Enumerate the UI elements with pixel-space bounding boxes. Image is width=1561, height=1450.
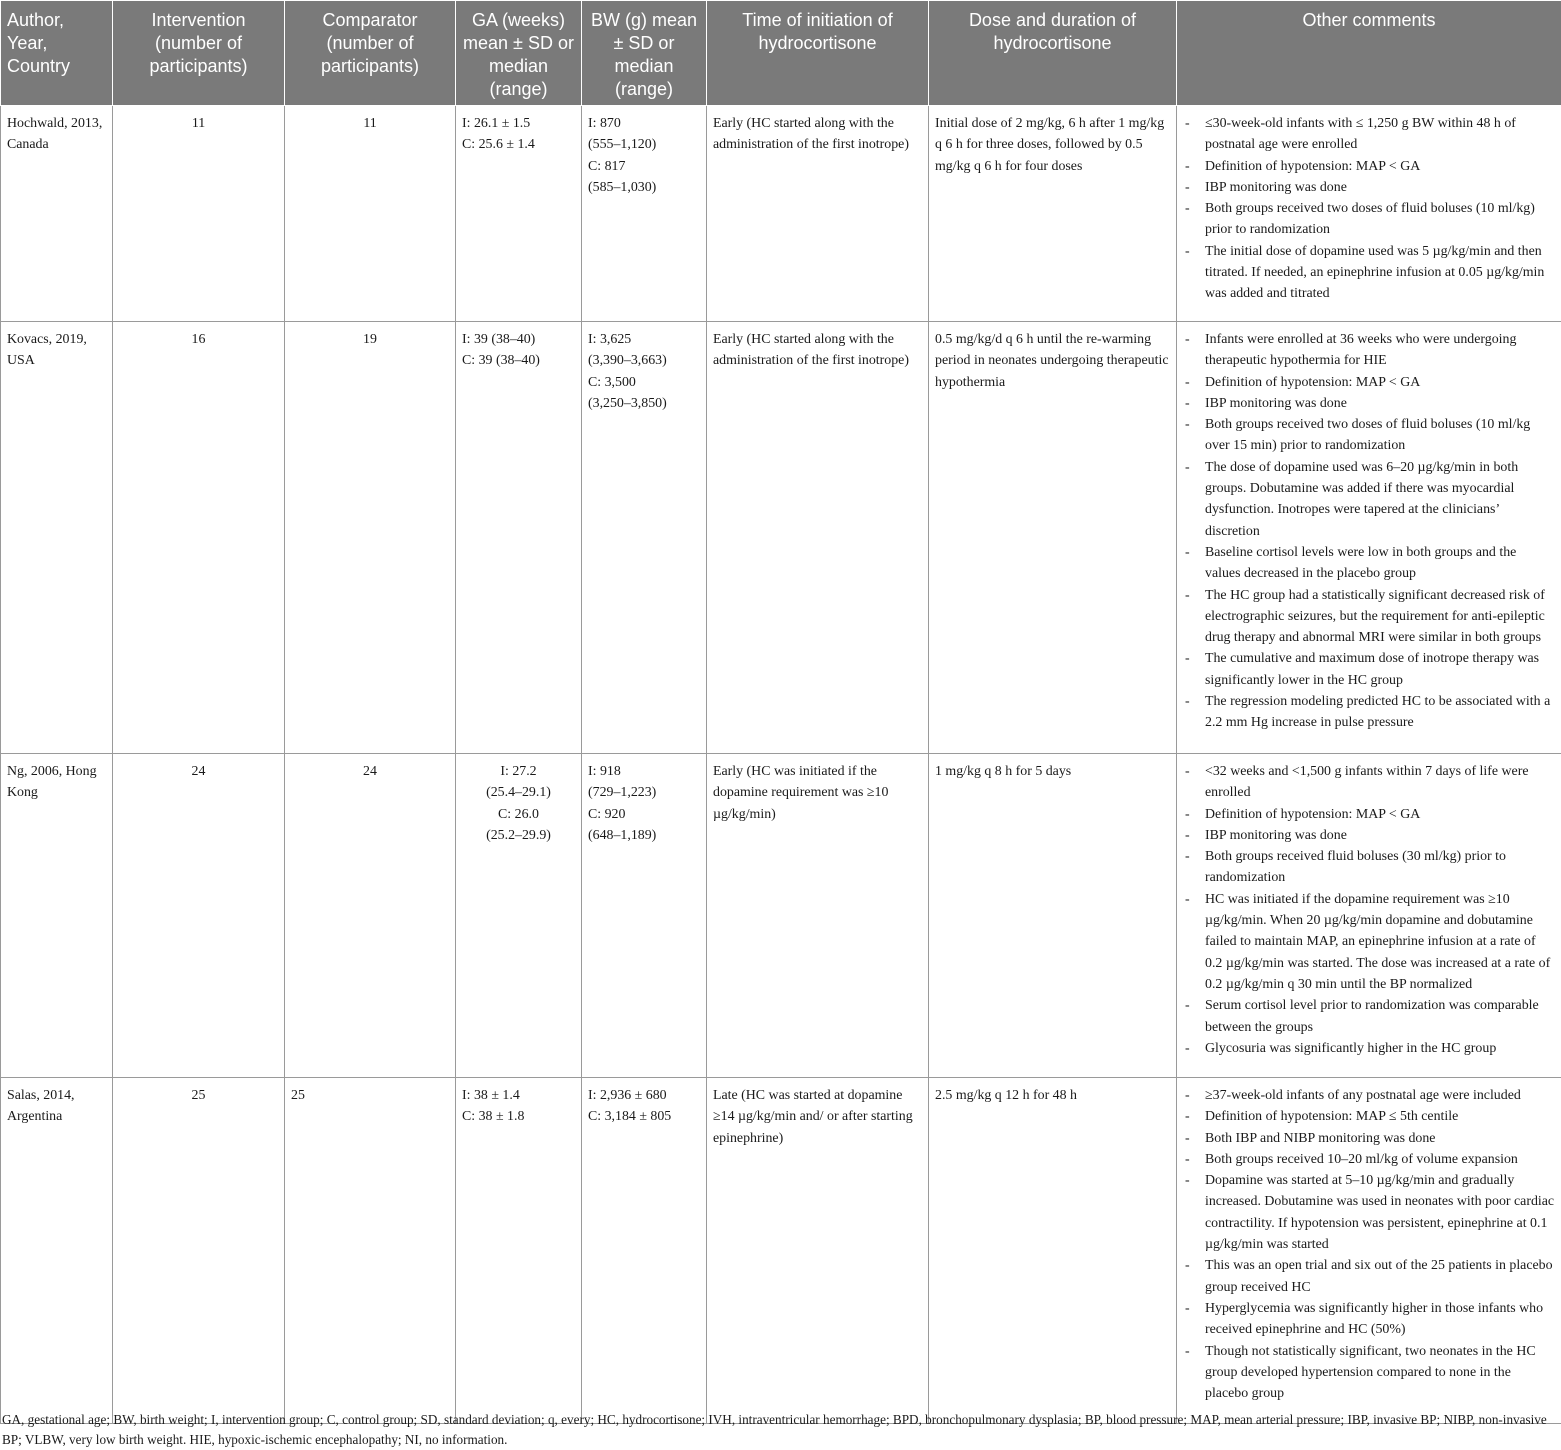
comments-list (1183, 329, 1555, 734)
initiation-cell: Early (HC started along with the administration of the first inotrope) (707, 106, 929, 322)
dose-cell: 1 mg/kg q 8 h for 5 days (929, 754, 1177, 1078)
comment-item: - Glycosuria was significantly higher in the HC group (1183, 1038, 1555, 1059)
initiation-cell: Late (HC was started at dopamine ≥14 µg/kg/min and/ or after starting epinephrine) (707, 1078, 929, 1424)
comment-item: - The initial dose of dopamine used was 5 µg/kg/min and then titrated. If needed, an epinephrine infusion at 0.05 µg/kg/min was added and titrated (1183, 241, 1555, 305)
header-comparator: Comparator (number of participants) (285, 1, 456, 106)
comment-item: - Baseline cortisol levels were low in both groups and the values decreased in the placebo group (1183, 542, 1555, 585)
comment-item: - Both groups received two doses of fluid boluses (10 ml/kg over 15 min) prior to randomization (1183, 414, 1555, 457)
header-bw: BW (g) mean ± SD or median (range) (582, 1, 707, 106)
comment-item: - Definition of hypotension: MAP ≤ 5th centile (1183, 1106, 1555, 1127)
study-cell: Salas, 2014, Argentina (1, 1078, 113, 1424)
comment-item: - Dopamine was started at 5–10 µg/kg/min and gradually increased. Dobutamine was used in neonates with poor cardiac contractility. If hypotension was persistent, epinephrine at 0.1 µg/kg/min was started (1183, 1170, 1555, 1255)
comments-cell (1177, 1078, 1561, 1424)
bw-cell: I: 2,936 ± 680 C: 3,184 ± 805 (582, 1078, 707, 1424)
ga-cell: I: 39 (38–40) C: 39 (38–40) (456, 322, 582, 754)
header-author: Author, Year, Country (1, 1, 113, 106)
intervention-cell: 24 (113, 754, 285, 1078)
comment-item: - ≤30-week-old infants with ≤ 1,250 g BW within 48 h of postnatal age were enrolled (1183, 113, 1555, 156)
table-row (1, 106, 1561, 322)
comment-item: - Infants were enrolled at 36 weeks who were undergoing therapeutic hypothermia for HIE (1183, 329, 1555, 372)
table-body (1, 106, 1561, 1424)
comment-item: - Though not statistically significant, two neonates in the HC group developed hypertension compared to none in the placebo group (1183, 1341, 1555, 1405)
comment-item: - Definition of hypotension: MAP < GA (1183, 156, 1555, 177)
comparator-cell: 19 (285, 322, 456, 754)
header-row (1, 1, 1561, 106)
comment-item: - Serum cortisol level prior to randomization was comparable between the groups (1183, 995, 1555, 1038)
comment-item: - Both IBP and NIBP monitoring was done (1183, 1128, 1555, 1149)
comment-item: - Both groups received fluid boluses (30 ml/kg) prior to randomization (1183, 846, 1555, 889)
comparator-cell: 25 (285, 1078, 456, 1424)
header-initiation: Time of initiation of hydrocortisone (707, 1, 929, 106)
comments-cell (1177, 754, 1561, 1078)
header-intervention: Intervention (number of participants) (113, 1, 285, 106)
comment-item: - The regression modeling predicted HC to be associated with a 2.2 mm Hg increase in pulse pressure (1183, 691, 1555, 734)
comment-item: - The dose of dopamine used was 6–20 µg/kg/min in both groups. Dobutamine was added if there was myocardial dysfunction. Inotropes were tapered at the clinicians’ discretion (1183, 457, 1555, 542)
table-row (1, 754, 1561, 1078)
comment-item: - Hyperglycemia was significantly higher in those infants who received epinephrine and HC (50%) (1183, 1298, 1555, 1341)
header-comments: Other comments (1177, 1, 1561, 106)
comparator-cell: 24 (285, 754, 456, 1078)
ga-cell: I: 27.2 (25.4–29.1) C: 26.0 (25.2–29.9) (456, 754, 582, 1078)
intervention-cell: 25 (113, 1078, 285, 1424)
comments-list (1183, 761, 1555, 1059)
comments-cell (1177, 106, 1561, 322)
comments-cell (1177, 322, 1561, 754)
comment-item: - Definition of hypotension: MAP < GA (1183, 804, 1555, 825)
bw-cell: I: 918 (729–1,223) C: 920 (648–1,189) (582, 754, 707, 1078)
study-cell: Kovacs, 2019, USA (1, 322, 113, 754)
table-row (1, 1078, 1561, 1424)
study-cell: Ng, 2006, Hong Kong (1, 754, 113, 1078)
comment-item: - The cumulative and maximum dose of inotrope therapy was significantly lower in the HC group (1183, 648, 1555, 691)
comment-item: - Definition of hypotension: MAP < GA (1183, 372, 1555, 393)
header-dose: Dose and duration of hydrocortisone (929, 1, 1177, 106)
dose-cell: 0.5 mg/kg/d q 6 h until the re-warming period in neonates undergoing therapeutic hypothermia (929, 322, 1177, 754)
initiation-cell: Early (HC started along with the administration of the first inotrope) (707, 322, 929, 754)
study-cell: Hochwald, 2013, Canada (1, 106, 113, 322)
intervention-cell: 16 (113, 322, 285, 754)
comment-item: - <32 weeks and <1,500 g infants within 7 days of life were enrolled (1183, 761, 1555, 804)
comment-item: - ≥37-week-old infants of any postnatal age were included (1183, 1085, 1555, 1106)
comment-item: - Both groups received two doses of fluid boluses (10 ml/kg) prior to randomization (1183, 198, 1555, 241)
comment-item: - IBP monitoring was done (1183, 393, 1555, 414)
bw-cell: I: 3,625 (3,390–3,663) C: 3,500 (3,250–3,850) (582, 322, 707, 754)
ga-cell: I: 26.1 ± 1.5 C: 25.6 ± 1.4 (456, 106, 582, 322)
comment-item: - IBP monitoring was done (1183, 825, 1555, 846)
comment-item: - Both groups received 10–20 ml/kg of volume expansion (1183, 1149, 1555, 1170)
intervention-cell: 11 (113, 106, 285, 322)
comment-item: - This was an open trial and six out of the 25 patients in placebo group received HC (1183, 1255, 1555, 1298)
ga-cell: I: 38 ± 1.4 C: 38 ± 1.8 (456, 1078, 582, 1424)
header-ga: GA (weeks) mean ± SD or median (range) (456, 1, 582, 106)
dose-cell: Initial dose of 2 mg/kg, 6 h after 1 mg/kg q 6 h for three doses, followed by 0.5 mg/kg q 6 h for four doses (929, 106, 1177, 322)
bw-cell: I: 870 (555–1,120) C: 817 (585–1,030) (582, 106, 707, 322)
initiation-cell: Early (HC was initiated if the dopamine requirement was ≥10 µg/kg/min) (707, 754, 929, 1078)
comments-list (1183, 113, 1555, 305)
comparator-cell: 11 (285, 106, 456, 322)
table-row (1, 322, 1561, 754)
comment-item: - The HC group had a statistically significant decreased risk of electrographic seizures, but the requirement for anti-epileptic drug therapy and abnormal MRI were similar in both groups (1183, 585, 1555, 649)
comment-item: - IBP monitoring was done (1183, 177, 1555, 198)
table-footnote: GA, gestational age; BW, birth weight; I, intervention group; C, control group; SD, standard deviation; q, every; HC, hydrocortisone; IVH, intraventricular hemorrhage; BPD, bronchopulmonary dysplasia; BP, blood pressure; MAP, mean arterial pressure; IBP, invasive BP; NIBP, non-invasive BP; VLBW, very low birth weight. HIE, hypoxic-ischemic encephalopathy; NI, no information. (2, 1412, 1547, 1447)
dose-cell: 2.5 mg/kg q 12 h for 48 h (929, 1078, 1177, 1424)
comments-list (1183, 1085, 1555, 1404)
comment-item: - HC was initiated if the dopamine requirement was ≥10 µg/kg/min. When 20 µg/kg/min dopamine and dobutamine failed to maintain MAP, an epinephrine infusion at a rate of 0.2 µg/kg/min was started. The dose was increased at a rate of 0.2 µg/kg/min q 30 min until the BP normalized (1183, 889, 1555, 995)
